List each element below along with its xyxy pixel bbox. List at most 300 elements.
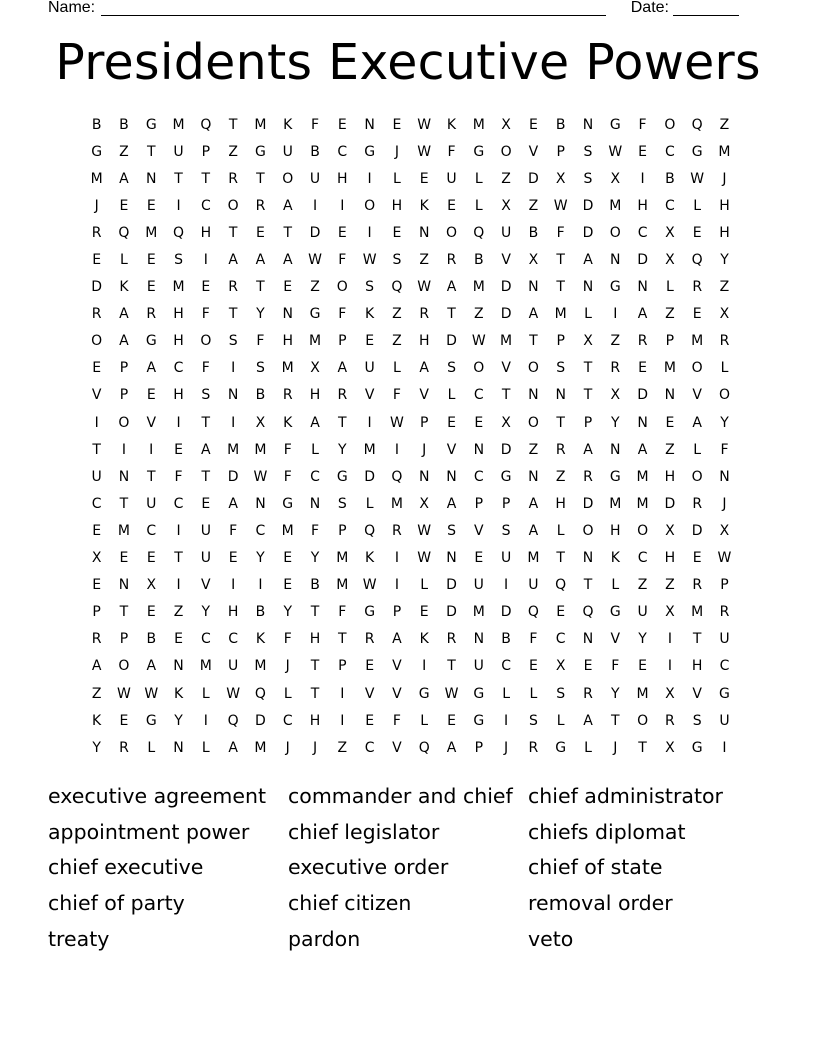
- grid-letter: W: [717, 550, 732, 567]
- grid-letter: R: [255, 197, 266, 214]
- grid-letter: W: [444, 685, 459, 702]
- grid-letter: Y: [611, 685, 620, 702]
- grid-letter: T: [201, 414, 211, 431]
- grid-letter: O: [364, 197, 376, 214]
- grid-letter: N: [664, 387, 676, 404]
- grid-letter: I: [394, 577, 399, 594]
- grid-letter: T: [692, 631, 702, 648]
- grid-letter: Z: [610, 333, 621, 350]
- grid-letter: Y: [283, 604, 292, 621]
- grid-letter: S: [556, 360, 566, 377]
- grid-letter: R: [392, 522, 402, 539]
- grid-letter: O: [527, 360, 539, 377]
- grid-letter: D: [500, 441, 512, 458]
- word-list-item: treaty: [48, 926, 110, 951]
- word-list-item: chief legislator: [288, 819, 440, 844]
- grid-letter: X: [665, 739, 675, 756]
- grid-letter: U: [200, 550, 211, 567]
- grid-letter: E: [419, 170, 429, 187]
- grid-letter: M: [500, 333, 513, 350]
- grid-letter: A: [392, 631, 402, 648]
- grid-letter: I: [667, 631, 672, 648]
- grid-letter: C: [200, 197, 211, 214]
- grid-letter: S: [447, 522, 456, 539]
- grid-letter: M: [527, 550, 540, 567]
- grid-letter: I: [722, 739, 727, 756]
- grid-letter: E: [419, 604, 429, 621]
- grid-letter: W: [362, 252, 377, 269]
- grid-letter: N: [582, 631, 594, 648]
- grid-letter: B: [474, 252, 484, 269]
- grid-letter: M: [663, 360, 676, 377]
- grid-letter: G: [609, 604, 621, 621]
- grid-letter: S: [583, 143, 593, 160]
- grid-letter: Q: [418, 739, 430, 756]
- grid-letter: A: [583, 441, 593, 458]
- grid-letter: C: [310, 468, 320, 485]
- grid-letter: N: [555, 387, 566, 404]
- grid-letter: G: [145, 333, 157, 350]
- grid-letter: D: [500, 279, 512, 296]
- grid-letter: D: [309, 224, 321, 241]
- grid-letter: I: [640, 170, 645, 187]
- grid-letter: T: [201, 170, 211, 187]
- grid-letter: O: [718, 387, 730, 404]
- grid-letter: N: [473, 631, 485, 648]
- grid-letter: M: [691, 333, 704, 350]
- grid-letter: Z: [665, 306, 675, 323]
- grid-letter: X: [501, 116, 511, 133]
- grid-letter: N: [364, 116, 375, 133]
- grid-letter: V: [392, 658, 402, 675]
- grid-letter: T: [583, 387, 593, 404]
- grid-letter: V: [692, 685, 702, 702]
- grid-letter: B: [255, 604, 266, 621]
- grid-letter: E: [365, 658, 375, 675]
- grid-letter: H: [691, 658, 703, 675]
- grid-letter: J: [722, 170, 727, 187]
- grid-letter: P: [556, 143, 565, 160]
- grid-letter: M: [227, 441, 240, 458]
- grid-letter: N: [118, 468, 130, 485]
- grid-letter: E: [146, 197, 156, 214]
- grid-letter: O: [282, 170, 294, 187]
- grid-letter: N: [610, 441, 621, 458]
- grid-letter: H: [555, 495, 566, 512]
- grid-letter: U: [719, 712, 730, 729]
- grid-letter: N: [418, 468, 430, 485]
- grid-letter: J: [285, 658, 290, 675]
- grid-letter: S: [447, 360, 456, 377]
- grid-letter: A: [528, 495, 539, 512]
- grid-letter: A: [337, 360, 348, 377]
- grid-letter: L: [393, 360, 401, 377]
- word-list-item: chief citizen: [288, 890, 412, 915]
- grid-letter: H: [664, 550, 676, 567]
- grid-letter: H: [719, 224, 730, 241]
- grid-letter: E: [447, 712, 456, 729]
- grid-letter: E: [228, 550, 238, 567]
- grid-letter: E: [92, 360, 102, 377]
- grid-letter: M: [609, 495, 622, 512]
- grid-letter: M: [172, 279, 185, 296]
- grid-letter: X: [555, 658, 566, 675]
- grid-letter: R: [419, 306, 430, 323]
- grid-letter: Y: [338, 441, 347, 458]
- grid-letter: R: [692, 577, 703, 594]
- grid-letter: M: [636, 685, 649, 702]
- grid-letter: Z: [528, 441, 539, 458]
- grid-letter: N: [637, 279, 648, 296]
- grid-letter: I: [394, 441, 399, 458]
- grid-letter: D: [637, 252, 648, 269]
- grid-letter: T: [119, 495, 129, 512]
- grid-letter: K: [446, 116, 457, 133]
- grid-letter: C: [637, 550, 648, 567]
- grid-letter: L: [556, 522, 565, 539]
- grid-letter: I: [231, 414, 236, 431]
- grid-letter: I: [667, 658, 672, 675]
- grid-letter: Q: [364, 522, 376, 539]
- grid-letter: N: [146, 170, 157, 187]
- grid-letter: P: [419, 414, 429, 431]
- grid-letter: E: [119, 550, 129, 567]
- grid-letter: K: [173, 685, 184, 702]
- grid-letter: D: [528, 170, 539, 187]
- grid-letter: C: [719, 658, 730, 675]
- grid-letter: C: [337, 143, 348, 160]
- grid-letter: S: [337, 495, 347, 512]
- grid-letter: T: [583, 360, 593, 377]
- grid-letter: F: [392, 387, 401, 404]
- grid-letter: C: [555, 631, 566, 648]
- grid-letter: R: [228, 279, 238, 296]
- grid-letter: I: [504, 577, 509, 594]
- grid-letter: Z: [501, 170, 511, 187]
- date-blank-line[interactable]: [673, 1, 739, 16]
- grid-letter: Z: [665, 577, 675, 594]
- grid-letter: F: [174, 468, 183, 485]
- grid-letter: O: [227, 197, 239, 214]
- grid-letter: P: [338, 333, 347, 350]
- grid-letter: R: [119, 739, 129, 756]
- grid-letter: A: [119, 170, 129, 187]
- grid-letter: W: [117, 685, 131, 702]
- grid-letter: E: [119, 712, 129, 729]
- grid-letter: N: [446, 468, 457, 485]
- grid-letter: U: [473, 577, 484, 594]
- word-list: [48, 778, 768, 956]
- grid-letter: M: [254, 658, 267, 675]
- grid-letter: K: [419, 631, 429, 648]
- name-blank-line[interactable]: [101, 1, 606, 16]
- grid-letter: O: [336, 279, 348, 296]
- grid-letter: X: [255, 414, 266, 431]
- grid-letter: T: [638, 739, 647, 756]
- grid-letter: L: [584, 306, 592, 323]
- grid-letter: T: [611, 712, 620, 729]
- grid-letter: S: [528, 712, 538, 729]
- grid-letter: T: [228, 306, 238, 323]
- grid-letter: T: [201, 468, 211, 485]
- grid-letter: S: [501, 522, 511, 539]
- grid-letter: Z: [392, 306, 402, 323]
- grid-letter: Y: [310, 550, 320, 567]
- grid-letter: E: [638, 658, 648, 675]
- grid-letter: I: [149, 441, 154, 458]
- grid-letter: T: [228, 224, 238, 241]
- grid-letter: V: [146, 414, 157, 431]
- grid-letter: L: [665, 279, 674, 296]
- grid-letter: D: [500, 306, 512, 323]
- grid-letter: L: [420, 577, 429, 594]
- grid-letter: R: [228, 170, 238, 187]
- grid-letter: Y: [611, 414, 620, 431]
- grid-letter: V: [501, 360, 511, 377]
- grid-letter: C: [228, 631, 239, 648]
- grid-letter: M: [390, 495, 403, 512]
- grid-letter: R: [91, 224, 102, 241]
- grid-letter: B: [255, 387, 266, 404]
- grid-letter: N: [473, 441, 485, 458]
- grid-letter: H: [309, 712, 321, 729]
- grid-letter: S: [392, 252, 402, 269]
- grid-letter: Z: [91, 685, 102, 702]
- grid-letter: A: [201, 441, 211, 458]
- grid-letter: A: [692, 414, 702, 431]
- grid-letter: G: [364, 604, 376, 621]
- grid-letter: C: [501, 658, 511, 675]
- grid-letter: M: [90, 170, 103, 187]
- grid-letter: L: [201, 685, 210, 702]
- grid-letter: E: [692, 224, 702, 241]
- grid-letter: K: [255, 631, 266, 648]
- grid-letter: M: [636, 495, 649, 512]
- grid-letter: U: [309, 170, 321, 187]
- grid-letter: S: [583, 170, 593, 187]
- grid-letter: Z: [528, 197, 539, 214]
- grid-letter: T: [92, 441, 101, 458]
- grid-letter: A: [310, 414, 320, 431]
- grid-letter: G: [691, 739, 703, 756]
- grid-letter: P: [119, 387, 129, 404]
- grid-letter: G: [145, 712, 157, 729]
- grid-letter: H: [610, 522, 621, 539]
- grid-letter: I: [176, 577, 181, 594]
- grid-letter: O: [527, 414, 539, 431]
- grid-letter: F: [338, 604, 347, 621]
- grid-letter: I: [203, 712, 208, 729]
- name-field: [48, 0, 606, 16]
- grid-letter: X: [719, 522, 730, 539]
- grid-letter: E: [392, 116, 402, 133]
- grid-letter: E: [665, 414, 675, 431]
- grid-letter: F: [310, 522, 320, 539]
- grid-letter: T: [146, 143, 156, 160]
- grid-letter: D: [446, 604, 457, 621]
- grid-letter: X: [665, 252, 675, 269]
- grid-letter: R: [610, 360, 621, 377]
- word-list-item: executive order: [288, 855, 449, 880]
- grid-letter: C: [637, 224, 648, 241]
- grid-letter: S: [365, 279, 375, 296]
- grid-letter: H: [309, 387, 321, 404]
- word-list-item: removal order: [528, 890, 673, 915]
- grid-letter: Q: [691, 116, 703, 133]
- grid-letter: A: [446, 739, 457, 756]
- grid-letter: E: [174, 631, 183, 648]
- grid-letter: H: [227, 604, 239, 621]
- grid-letter: P: [92, 604, 101, 621]
- grid-letter: A: [119, 306, 129, 323]
- grid-letter: E: [146, 387, 156, 404]
- grid-letter: Y: [201, 604, 211, 621]
- grid-letter: E: [474, 414, 484, 431]
- grid-letter: E: [283, 279, 293, 296]
- grid-letter: G: [145, 116, 157, 133]
- word-list-item: chief of party: [48, 890, 185, 915]
- grid-letter: I: [176, 197, 181, 214]
- grid-letter: U: [282, 143, 293, 160]
- grid-letter: Y: [638, 631, 647, 648]
- grid-letter: C: [473, 468, 484, 485]
- grid-letter: B: [146, 631, 157, 648]
- grid-letter: A: [228, 739, 238, 756]
- grid-letter: T: [447, 658, 456, 675]
- grid-letter: R: [583, 468, 593, 485]
- grid-letter: X: [555, 170, 566, 187]
- grid-letter: T: [119, 604, 129, 621]
- grid-letter: X: [91, 550, 102, 567]
- grid-letter: O: [500, 143, 512, 160]
- grid-letter: C: [255, 522, 266, 539]
- grid-letter: N: [582, 116, 594, 133]
- grid-letter: R: [692, 279, 703, 296]
- grid-letter: N: [582, 550, 594, 567]
- grid-letter: C: [473, 387, 484, 404]
- grid-letter: F: [283, 441, 292, 458]
- grid-letter: G: [91, 143, 103, 160]
- grid-letter: P: [119, 631, 129, 648]
- grid-letter: G: [418, 685, 430, 702]
- grid-letter: U: [637, 604, 648, 621]
- grid-letter: L: [365, 495, 374, 512]
- grid-letter: Y: [174, 712, 183, 729]
- grid-letter: F: [338, 252, 347, 269]
- grid-letter: K: [365, 306, 375, 323]
- grid-letter: L: [611, 577, 620, 594]
- grid-letter: E: [146, 604, 156, 621]
- grid-letter: K: [92, 712, 102, 729]
- grid-letter: W: [226, 685, 241, 702]
- word-list-item: veto: [528, 926, 574, 951]
- grid-letter: O: [473, 360, 485, 377]
- grid-letter: O: [200, 333, 212, 350]
- grid-letter: N: [173, 739, 184, 756]
- grid-letter: D: [582, 495, 594, 512]
- grid-letter: A: [282, 197, 293, 214]
- grid-letter: L: [693, 197, 702, 214]
- grid-letter: M: [172, 116, 185, 133]
- grid-letter: Q: [582, 604, 594, 621]
- grid-letter: Z: [119, 143, 129, 160]
- grid-letter: L: [556, 712, 565, 729]
- grid-letter: Z: [637, 577, 648, 594]
- grid-letter: A: [446, 495, 457, 512]
- grid-letter: M: [691, 604, 704, 621]
- grid-letter: N: [418, 224, 430, 241]
- grid-letter: V: [91, 387, 102, 404]
- grid-letter: I: [176, 522, 181, 539]
- grid-letter: F: [392, 712, 401, 729]
- grid-letter: T: [447, 306, 456, 323]
- grid-letter: C: [664, 197, 675, 214]
- grid-letter: H: [664, 468, 676, 485]
- grid-letter: L: [529, 685, 538, 702]
- grid-letter: B: [555, 116, 566, 133]
- grid-letter: C: [364, 739, 375, 756]
- grid-letter: J: [504, 739, 509, 756]
- grid-letter: D: [91, 279, 103, 296]
- grid-letter: H: [173, 387, 184, 404]
- grid-letter: G: [609, 468, 621, 485]
- grid-letter: J: [422, 441, 427, 458]
- grid-letter: V: [392, 739, 402, 756]
- grid-letter: D: [255, 712, 266, 729]
- grid-letter: N: [227, 387, 239, 404]
- grid-letter: C: [664, 143, 675, 160]
- grid-letter: V: [528, 143, 539, 160]
- grid-letter: Z: [719, 279, 730, 296]
- grid-letter: G: [309, 306, 321, 323]
- grid-letter: E: [528, 658, 538, 675]
- grid-letter: R: [446, 631, 457, 648]
- grid-letter: Q: [527, 604, 539, 621]
- grid-letter: I: [258, 577, 263, 594]
- header: [48, 0, 739, 20]
- grid-letter: C: [146, 522, 157, 539]
- grid-letter: Z: [392, 333, 402, 350]
- grid-letter: O: [609, 224, 621, 241]
- grid-letter: A: [91, 658, 102, 675]
- grid-letter: Y: [92, 739, 101, 756]
- grid-letter: W: [553, 197, 568, 214]
- grid-letter: O: [664, 116, 676, 133]
- grid-letter: J: [722, 495, 727, 512]
- grid-letter: R: [337, 387, 348, 404]
- page-title: Presidents Executive Powers: [55, 34, 761, 91]
- grid-letter: R: [446, 252, 457, 269]
- grid-letter: R: [637, 333, 648, 350]
- grid-letter: X: [665, 685, 675, 702]
- letter-grid: [83, 111, 743, 761]
- grid-letter: Q: [555, 577, 567, 594]
- grid-letter: M: [363, 441, 376, 458]
- grid-letter: P: [556, 333, 565, 350]
- grid-letter: D: [364, 468, 375, 485]
- grid-letter: X: [719, 306, 730, 323]
- grid-letter: W: [417, 522, 432, 539]
- grid-letter: Q: [691, 252, 703, 269]
- grid-letter: G: [691, 143, 703, 160]
- grid-letter: M: [281, 522, 294, 539]
- grid-letter: T: [529, 333, 538, 350]
- grid-letter: T: [174, 550, 183, 567]
- grid-letter: C: [200, 631, 211, 648]
- grid-letter: W: [253, 468, 268, 485]
- grid-letter: D: [446, 577, 457, 594]
- grid-letter: M: [554, 306, 567, 323]
